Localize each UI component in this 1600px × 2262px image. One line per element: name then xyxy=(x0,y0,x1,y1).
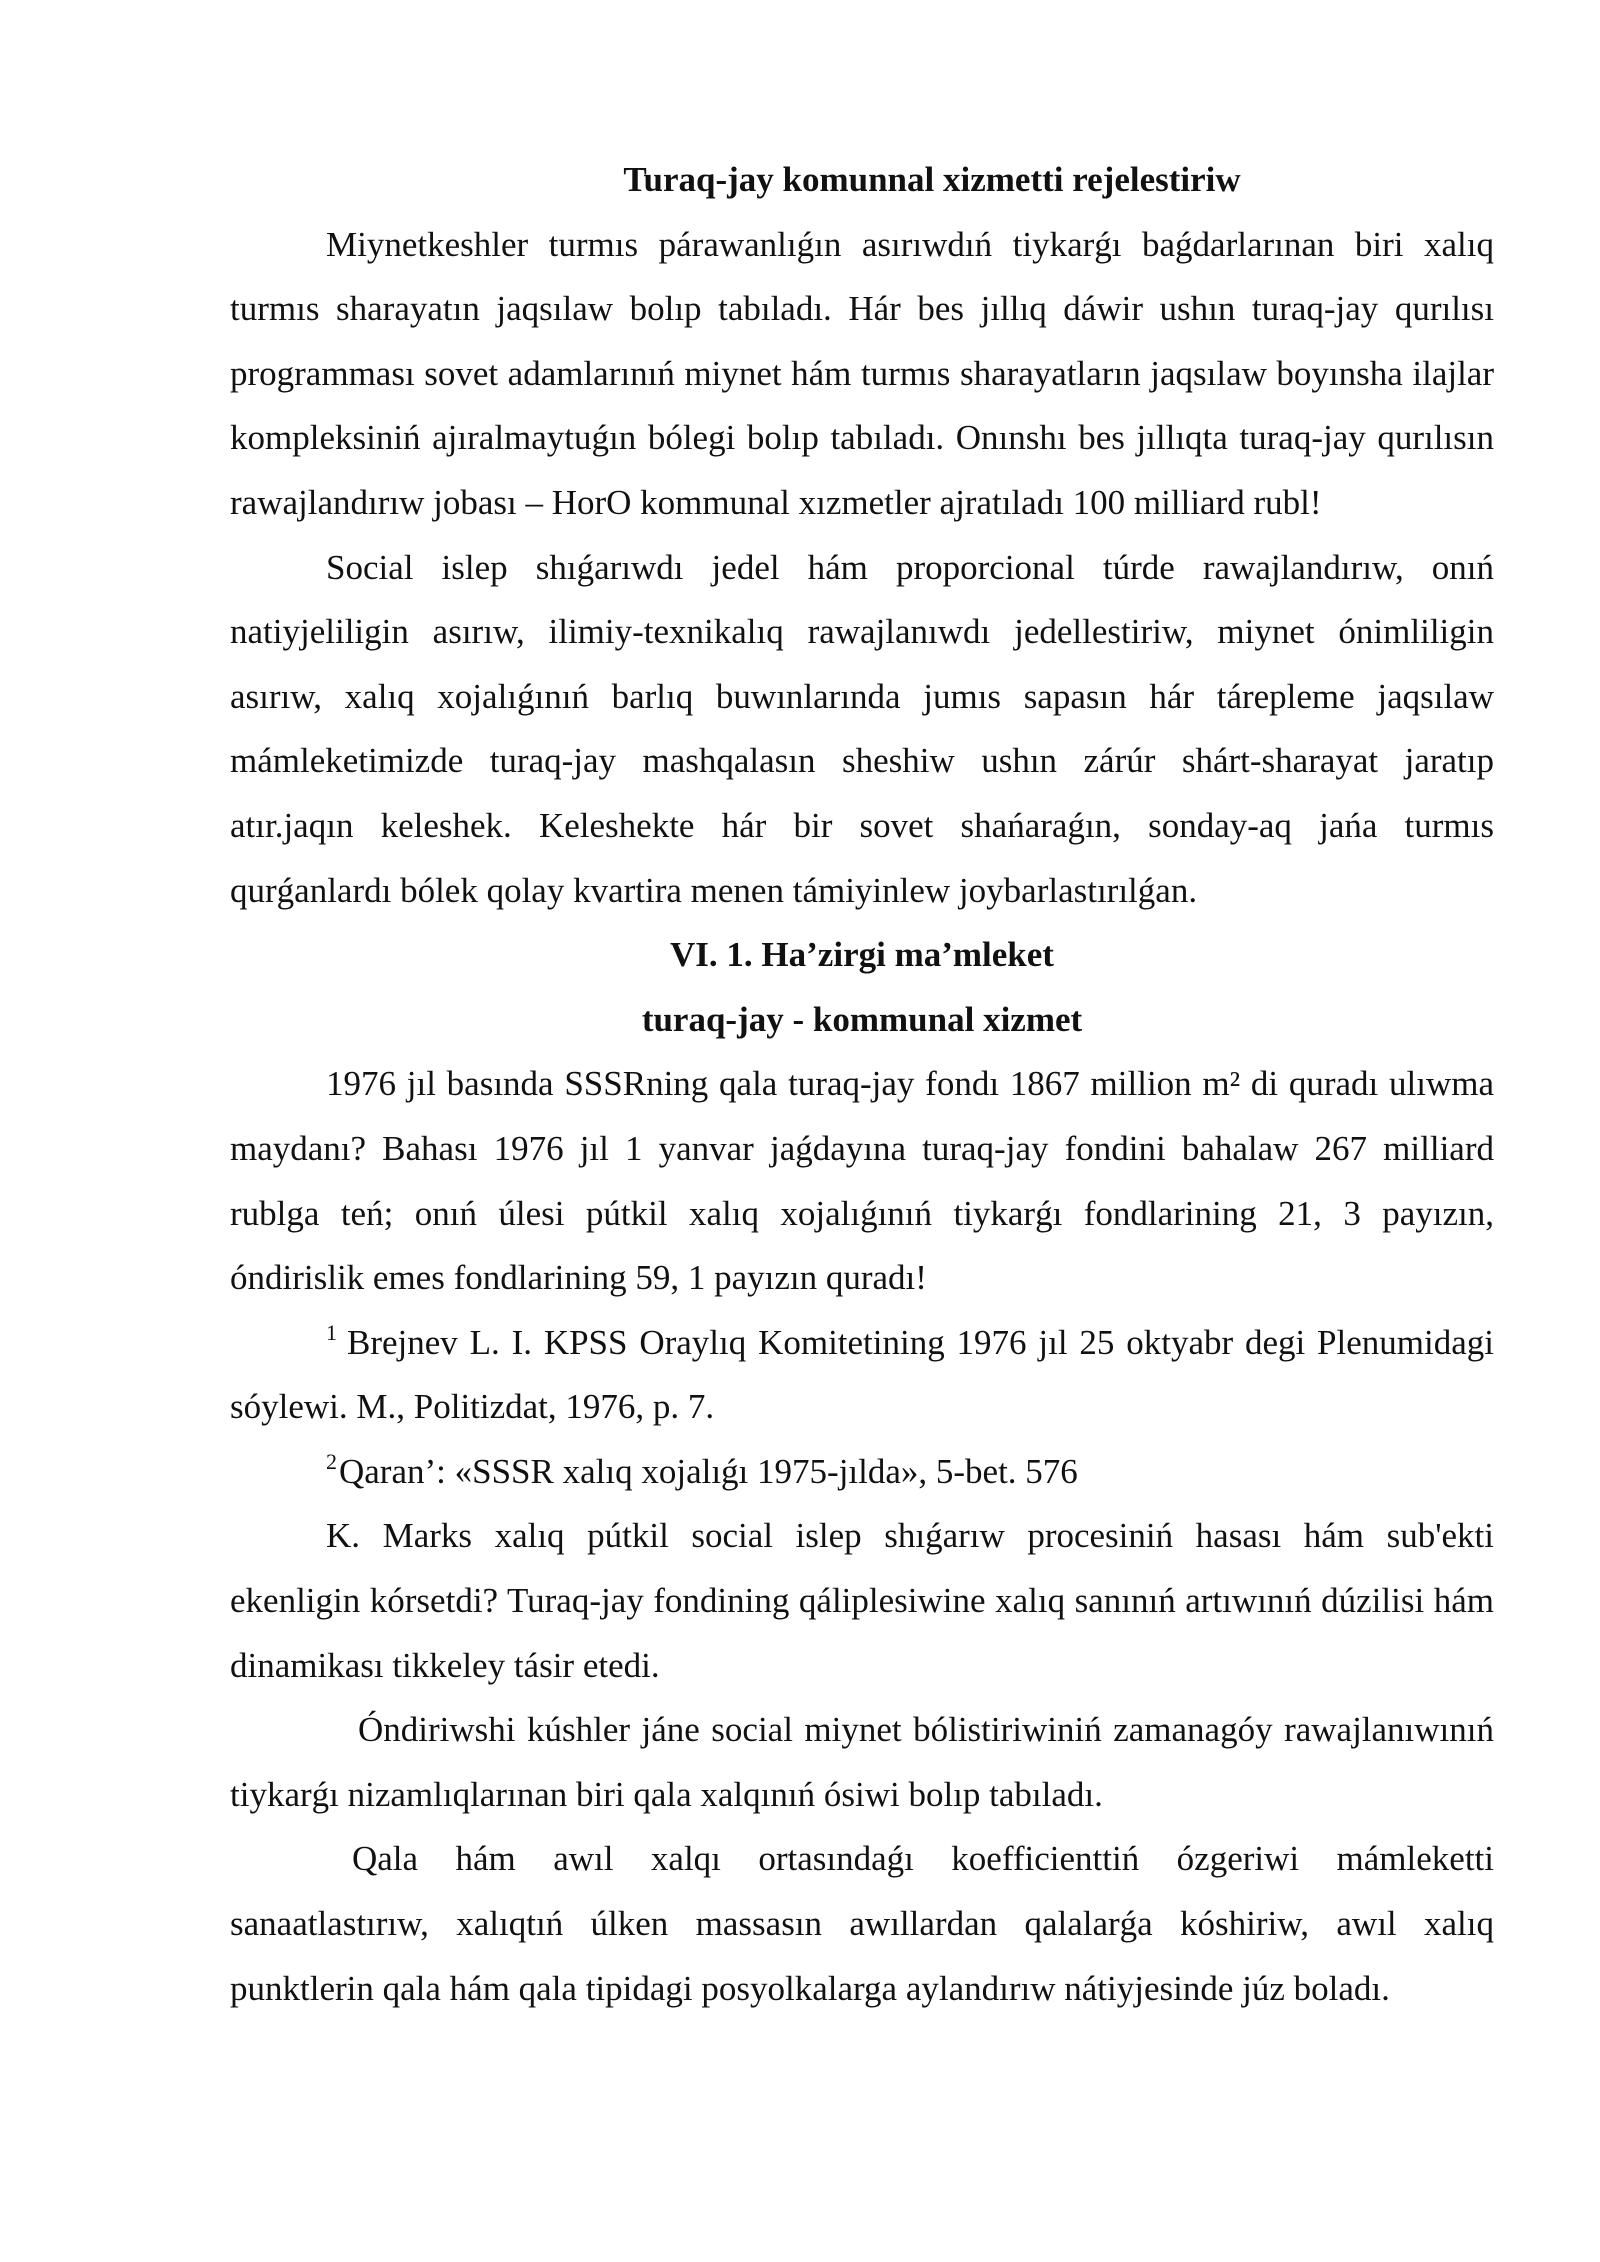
paragraph: K. Marks xalıq pútkil social islep shıǵarıw procesiniń hasası hám sub'ekti ekenligin kórsetdi? Turaq-jay fondining qáliplesiwine xalıq sanınıń artıwınıń dúzilisi hám dinamikası tikkeley tásir etedi. xyxy=(230,1516,1494,1685)
paragraph: Miynetkeshler turmıs párawanlıǵın asırıwdıń tiykarǵı baǵdarlarınan biri xalıq turmıs sharayatın jaqsılaw bolıp tabıladı. Hár bes jıllıq dáwir ushın turaq-jay qurılısı programması sovet adamlarınıń miynet hám turmıs sharayatların jaqsılaw boyınsha ilajlar kompleksiniń ajıralmaytuǵın bólegi bolıp tabıladı. Onınshı bes jıllıqta turaq-jay qurılısın rawajlandırıw jobası – HorO kommunal xızmetler ajratıladı 100 milliard rubl! xyxy=(230,224,1494,522)
section-heading: VI. 1. Ha’zirgi ma’mleket xyxy=(670,935,1054,975)
footnote xyxy=(230,1440,1494,1505)
paragraph: 1976 jıl basında SSSRning qala turaq-jay fondı 1867 million m² di quradı ulıwma maydanı? Bahası 1976 jıl 1 yanvar jaǵdayına turaq-jay fondini bahalaw 267 milliard rublga teń; onıń úlesi pútkil xalıq xojalıǵınıń tiykarǵı fondlarining 21, 3 payızın, óndirislik emes fondlarining 59, 1 payızın quradı! xyxy=(230,1064,1494,1298)
paragraph: Social islep shıǵarıwdı jedel hám proporcional túrde rawajlandırıw, onıń natiyjeliligin asırıw, ilimiy-texnikalıq rawajlanıwdı jedellestiriw, miynet ónimliligin asırıw, xalıq xojalıǵınıń barlıq buwınlarında jumıs sapasın hár tárepleme jaqsılaw mámleketimizde turaq-jay mashqalasın sheshiw ushın zárúr shárt-sharayat jaratıp atır.jaqın keleshek. Keleshekte hár bir sovet shańaraǵın, sonday-aq jańa turmıs qurǵanlardı bólek qolay kvartira menen támiyinlew joybarlastırılǵan. xyxy=(230,547,1494,910)
document-page xyxy=(230,148,1494,2021)
footnote xyxy=(230,1311,1494,1440)
footnote-mark: 1 xyxy=(326,1319,337,1345)
footnote-text: Qaran’: «SSSR xalıq xojalıǵı 1975-jılda», 5-bet. 576 xyxy=(339,1451,1078,1491)
paragraph: Óndiriwshi kúshler jáne social miynet bólistiriwiniń zamanagóy rawajlanıwınıń tiykarǵı nizamlıqlarınan biri qala xalqınıń ósiwi bolıp tabıladı. xyxy=(230,1710,1494,1814)
document-title: Turaq-jay komunnal xizmetti rejelestiriw xyxy=(623,160,1241,199)
section-subheading: turaq-jay - kommunal xizmet xyxy=(641,999,1083,1039)
footnote-text: Brejnev L. I. KPSS Oraylıq Komitetining 1976 jıl 25 oktyabr degi Plenumidagi sóylewi. M., Politizdat, 1976, p. 7. xyxy=(230,1322,1494,1427)
paragraph: Qala hám awıl xalqı ortasındaǵı koefficienttiń ózgeriwi mámleketti sanaatlastırıw, xalıqtıń úlken massasın awıllardan qalalarǵa kóshiriw, awıl xalıq punktlerin qala hám qala tipidagi posyolkalarga aylandırıw nátiyjesinde júz boladı. xyxy=(230,1839,1494,2008)
footnote-mark: 2 xyxy=(326,1448,337,1474)
